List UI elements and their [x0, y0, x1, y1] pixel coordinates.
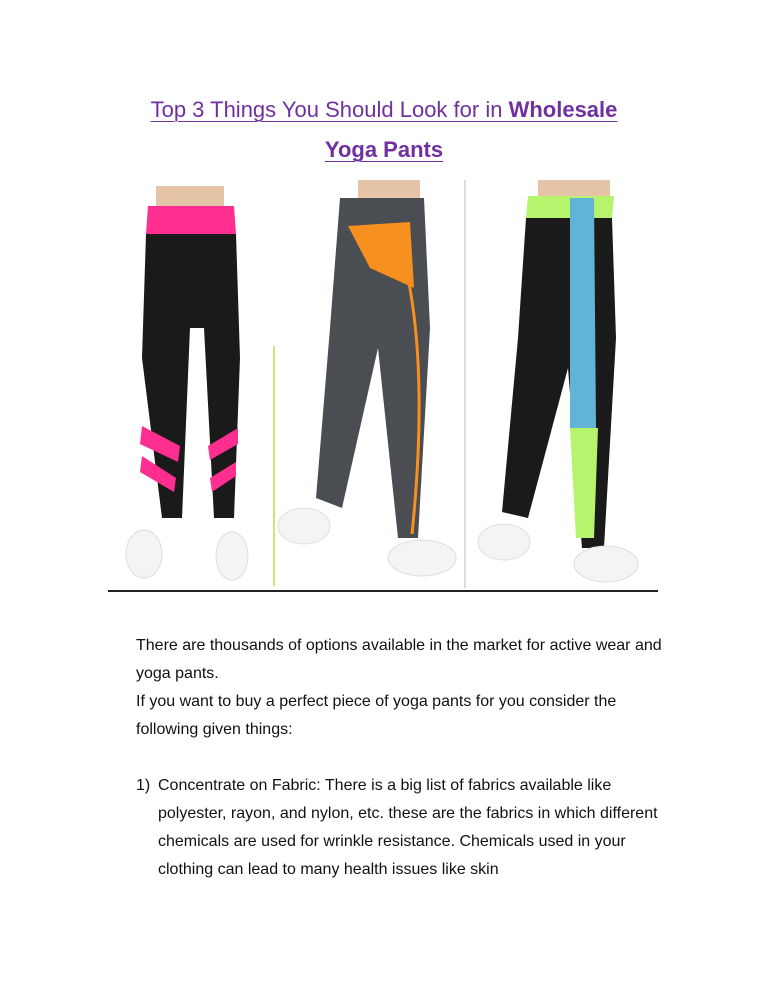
title-bold-wholesale: Wholesale [508, 97, 618, 122]
paragraph-intro: There are thousands of options available in the market for active wear and yoga pants. [136, 637, 662, 682]
yoga-pants-figure [108, 178, 660, 598]
pants-pink-black [126, 186, 248, 580]
list-number: 1) [136, 777, 151, 794]
title-text: Top 3 Things You Should Look for in [150, 97, 509, 122]
pants-charcoal-orange [278, 180, 456, 576]
yoga-pants-image [108, 178, 660, 598]
article-body [136, 632, 676, 884]
list-text: Concentrate on Fabric: There is a big list of fabrics available like polyester, rayon, and nylon, etc. these are the fabrics in which different chemicals are used for wrinkle resistance. Chemicals used in your clothing can lead to many health issues like skin [158, 777, 658, 878]
paragraph-consider: If you want to buy a perfect piece of yoga pants for you consider the following given things: [136, 693, 617, 738]
list-item [136, 772, 676, 884]
pants-black-blue-green [478, 180, 638, 582]
document-title [100, 90, 668, 170]
title-bold-yoga-pants: Yoga Pants [324, 137, 444, 162]
